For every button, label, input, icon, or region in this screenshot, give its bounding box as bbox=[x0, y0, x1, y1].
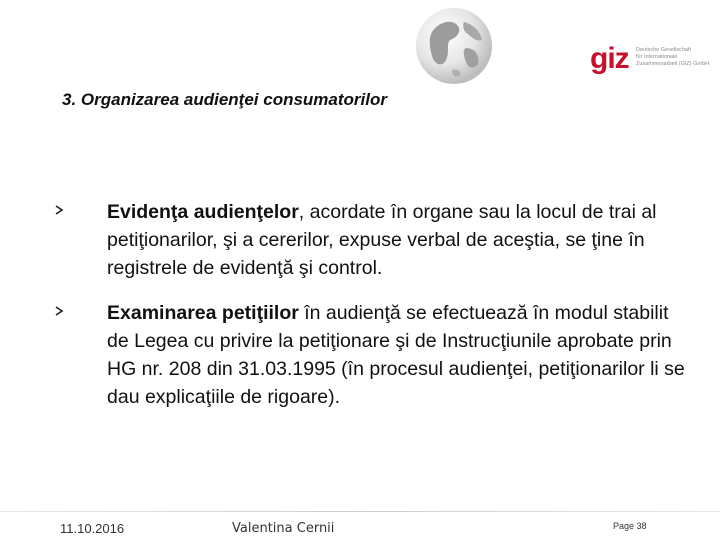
footer-date: 11.10.2016 bbox=[60, 521, 125, 536]
bullet-body: în audienţă se efectuează în modul stabilit de Legea cu privire la petiţionare şi de Instrucţiunile aprobate prin HG nr. 208 din 31.03.1995 (în procesul audienţei, petiţionarilor li se dau explicaţiile de rigoare). bbox=[107, 302, 685, 408]
bullet-list bbox=[52, 198, 692, 428]
bullet-text bbox=[107, 299, 692, 411]
bullet-bold-lead: Examinarea petiţiilor bbox=[107, 302, 299, 324]
globe-image bbox=[412, 4, 496, 88]
bullet-bold-lead: Evidenţa audienţelor bbox=[107, 201, 299, 223]
bullet-item bbox=[52, 299, 692, 411]
logo-line: Zusammenarbeit (GIZ) GmbH bbox=[636, 61, 710, 67]
logo-line: Deutsche Gesellschaft bbox=[636, 47, 692, 53]
footer-author: Valentina Cernii bbox=[232, 521, 335, 536]
page-number: Page 38 bbox=[613, 521, 647, 531]
arrow-bullet-icon bbox=[54, 205, 64, 215]
logo-line: für Internationale bbox=[636, 54, 678, 60]
bullet-item bbox=[52, 198, 692, 282]
giz-logo bbox=[590, 42, 710, 78]
bullet-text bbox=[107, 198, 692, 282]
footer-divider bbox=[0, 511, 720, 512]
bullet-body: , acordate în organe sau la locul de trai al petiţionarilor, şi a cererilor, expuse verbal de aceştia, se ţine în registrele de evidenţă şi control. bbox=[107, 201, 657, 279]
slide-heading: 3. Organizarea audienţei consumatorilor bbox=[62, 90, 387, 109]
arrow-bullet-icon bbox=[54, 306, 64, 316]
logo-caption bbox=[636, 47, 709, 68]
logo-mark: giz bbox=[590, 42, 629, 75]
